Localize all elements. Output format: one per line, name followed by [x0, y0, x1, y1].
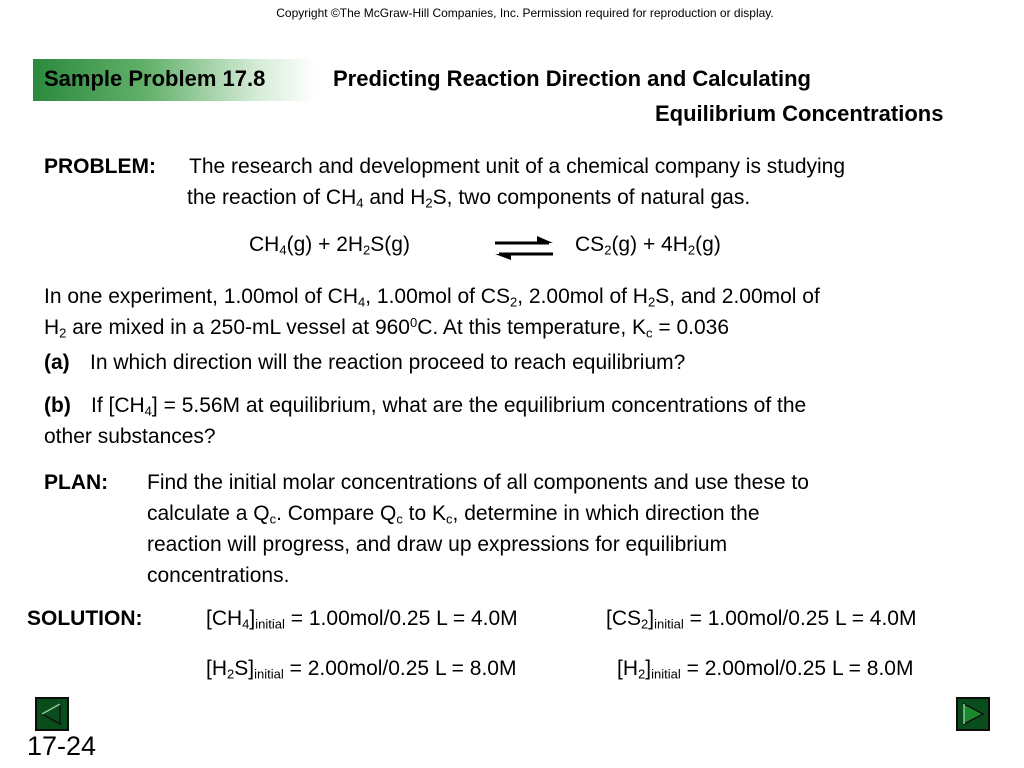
plan-label: PLAN:: [44, 471, 109, 494]
plan-line-4: concentrations.: [147, 564, 290, 587]
solution-ch4-initial: $[CH_4]_{initial} = 1.00mol/0.25$ L = 4.0M: [206, 607, 518, 632]
experiment-line-2: $H_2$ are mixed in a 250-mL vessel at $960^0C$. At this temperature, $K_c = 0.036$: [44, 314, 730, 341]
slide-title-line-1: Predicting Reaction Direction and Calculating: [333, 66, 811, 91]
problem-text-line-1: The research and development unit of a chemical company is studying: [189, 155, 846, 178]
reaction-products: $CS_2(g) + 4H_2(g)$: [575, 233, 721, 258]
solution-h2-initial: $[H_2]_{initial} = 2.00mol/0.25$ L = 8.0M: [617, 657, 914, 682]
reaction-reactants: $CH_4(g) + 2H_2S(g)$: [249, 233, 410, 258]
sample-problem-label: Sample Problem 17.8: [44, 66, 266, 91]
problem-label: PROBLEM:: [44, 155, 156, 178]
slide-number: 17-24: [27, 731, 97, 761]
experiment-line-1: In one experiment, 1.00mol of $CH_4$, 1.00mol of $CS_2$, 2.00mol of $H_2S$, and 2.00mol of: [44, 285, 820, 310]
question-a-text: In which direction will the reaction proceed to reach equilibrium?: [90, 351, 686, 374]
previous-slide-button[interactable]: [35, 697, 69, 731]
plan-line-3: reaction will progress, and draw up expressions for equilibrium: [147, 533, 728, 556]
question-b-text-line-1: If $[CH_4] = 5.56M$ at equilibrium, what are the equilibrium concentrations of the: [91, 394, 807, 419]
question-a-label: (a): [44, 351, 70, 374]
question-b-label: (b): [44, 394, 71, 417]
copyright-notice: Copyright ©The McGraw-Hill Companies, Inc. Permission required for reproduction or display.: [276, 6, 774, 20]
solution-h2s-initial: $[H_2S]_{initial} = 2.00mol/0.25$ L = 8.0M: [206, 657, 517, 682]
plan-line-2: calculate a $Q_c$. Compare $Q_c$ to $K_c$, determine in which direction the: [147, 502, 760, 527]
solution-label: SOLUTION:: [27, 607, 143, 630]
solution-cs2-initial: $[CS_2]_{initial} = 1.00mol/0.25$ L = 4.0M: [606, 607, 917, 632]
triangle-left-icon: [37, 699, 67, 729]
equilibrium-arrows-icon: [493, 235, 555, 266]
question-b-text-line-2: other substances?: [44, 425, 216, 448]
slide-title-line-2: Equilibrium Concentrations: [655, 101, 944, 126]
plan-line-1: Find the initial molar concentrations of all components and use these to: [147, 471, 809, 494]
problem-text-line-2: the reaction of $CH_4$ and $H_2S$, two components of natural gas.: [187, 186, 751, 211]
triangle-right-icon: [958, 699, 988, 729]
next-slide-button[interactable]: [956, 697, 990, 731]
